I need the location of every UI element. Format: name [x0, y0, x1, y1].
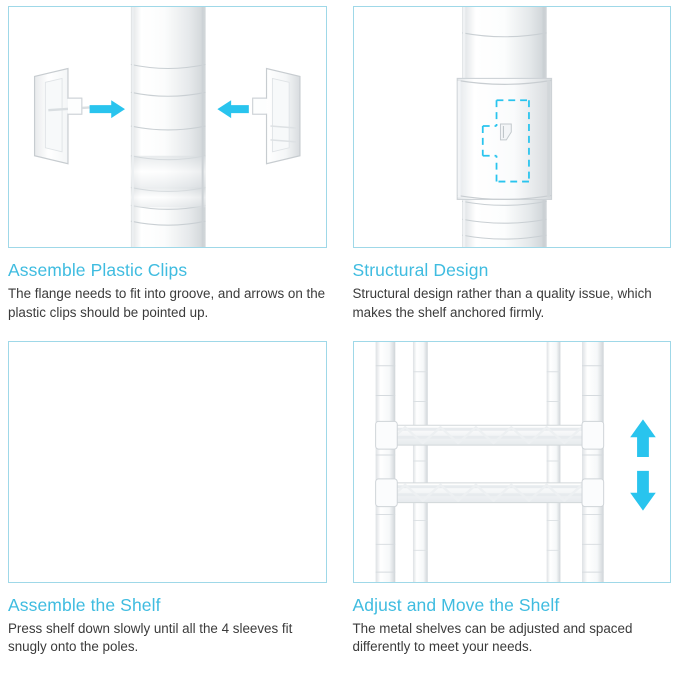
panel-assemble-plastic-clips — [8, 6, 327, 341]
panel-image-assemble-plastic-clips — [8, 6, 327, 248]
right-plastic-clip — [253, 68, 300, 163]
panel-title: Adjust and Move the Shelf — [352, 594, 560, 615]
arrow-right-icon — [90, 100, 125, 118]
illustration-assemble-shelf — [9, 342, 326, 582]
arrow-down-icon — [630, 470, 656, 510]
illustration-structural-design — [354, 7, 671, 247]
panel-body: Press shelf down slowly until all the 4 sleeves fit snugly onto the poles. — [8, 620, 293, 654]
panel-image-adjust-and-move-the-shelf — [353, 341, 672, 583]
illustration-adjust-shelves — [354, 342, 671, 582]
panel-body: Structural design rather than a quality issue, which makes the shelf anchored firmly. — [352, 286, 652, 320]
panel-structural-design — [353, 6, 672, 341]
panel-body: The metal shelves can be adjusted and spaced differently to meet your needs. — [352, 620, 633, 654]
panel-image-assemble-the-shelf — [8, 341, 327, 583]
panel-adjust-and-move-the-shelf — [353, 341, 672, 676]
illustration-plastic-clips — [9, 7, 326, 247]
arrow-up-icon — [630, 419, 656, 457]
panel-image-structural-design — [353, 6, 672, 248]
upper-shelf — [375, 421, 603, 449]
panel-body: The flange needs to fit into groove, and arrows on the plastic clips should be pointed up. — [8, 286, 326, 320]
left-plastic-clip — [35, 68, 94, 163]
panel-assemble-the-shelf — [8, 341, 327, 676]
arrow-left-icon — [217, 100, 248, 118]
panel-title: Structural Design — [352, 260, 489, 280]
panel-title: Assemble Plastic Clips — [8, 260, 188, 280]
panel-title: Assemble the Shelf — [8, 594, 161, 615]
lower-shelf — [375, 478, 603, 506]
